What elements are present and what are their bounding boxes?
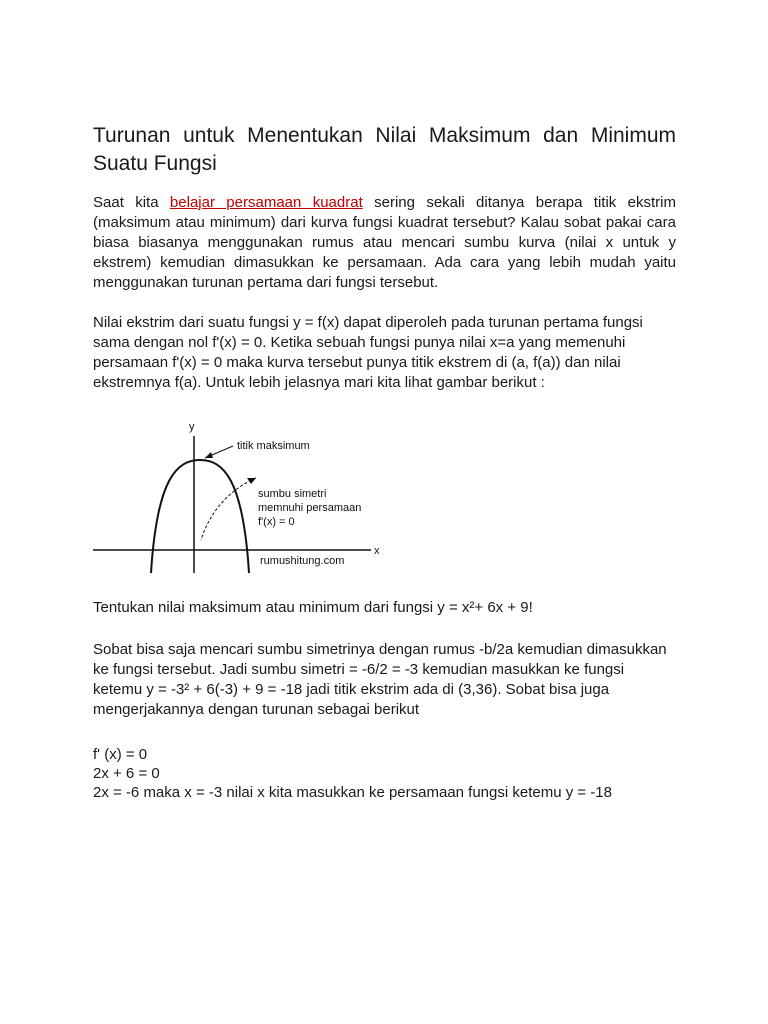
step-2: 2x + 6 = 0: [93, 765, 160, 782]
persamaan-kuadrat-link[interactable]: belajar persamaan kuadrat: [169, 194, 363, 211]
symmetry-label-line2: memnuhi persamaan: [258, 502, 362, 514]
parabola-curve: [151, 460, 249, 573]
intro-text-end: sering sekali ditanya berapa titik ekstrim (maksimum atau minimum) dari kurva fungsi kuadrat tersebut? Kalau sobat pakai cara biasa biasanya menggunakan rumus atau mencari sumbu kurva (nilai x untuk y ekstrem) kemudian dimasukkan ke persamaan. Ada cara yang lebih mudah yaitu menggunakan turunan pertama dari fungsi tersebut.: [93, 194, 676, 291]
intro-paragraph: [93, 193, 676, 293]
watermark-label: rumushitung.com: [260, 555, 345, 567]
maximum-label: titik maksimum: [237, 440, 310, 452]
document-page: [93, 122, 676, 802]
document-title: Turunan untuk Menentukan Nilai Maksimum dan Minimum Suatu Fungsi: [93, 124, 676, 175]
intro-text-start: Saat kita: [93, 194, 170, 211]
solution-paragraph: Sobat bisa saja mencari sumbu simetrinya dengan rumus -b/2a kemudian dimasukkan ke fungsi tersebut. Jadi sumbu simetri = -6/2 = -3 kemudian masukkan ke fungsi ketemu y = -3² + 6(-3) + 9 = -18 jadi titik ekstrim ada di (3,36). Sobat bisa juga mengerjakannya dengan turunan sebagai berikut: [93, 641, 667, 718]
extreme-value-paragraph: Nilai ekstrim dari suatu fungsi y = f(x) dapat diperoleh pada turunan pertama fungsi sama dengan nol f'(x) = 0. Ketika sebuah fungsi punya nilai x=a yang memenuhi persamaan f'(x) = 0 maka kurva tersebut punya titik ekstrem di (a, f(a)) dan nilai ekstremnya f(a). Untuk lebih jelasnya mari kita lihat gambar berikut :: [93, 314, 643, 391]
step-3: 2x = -6 maka x = -3 nilai x kita masukkan ke persamaan fungsi ketemu y = -18: [93, 784, 612, 801]
question-text: Tentukan nilai maksimum atau minimum dari fungsi y = x²+ 6x + 9!: [93, 599, 533, 616]
x-axis-label: x: [374, 545, 380, 557]
symmetry-label-line1: sumbu simetri: [258, 488, 327, 500]
symmetry-label-line3: f'(x) = 0: [258, 516, 295, 528]
symmetry-arrowhead: [247, 478, 256, 484]
y-axis-label: y: [189, 421, 195, 433]
parabola-figure: [93, 418, 393, 578]
parabola-diagram: [93, 418, 393, 578]
symmetry-pointer: [201, 478, 256, 540]
maximum-arrowhead: [205, 452, 213, 458]
step-1: f' (x) = 0: [93, 746, 148, 763]
